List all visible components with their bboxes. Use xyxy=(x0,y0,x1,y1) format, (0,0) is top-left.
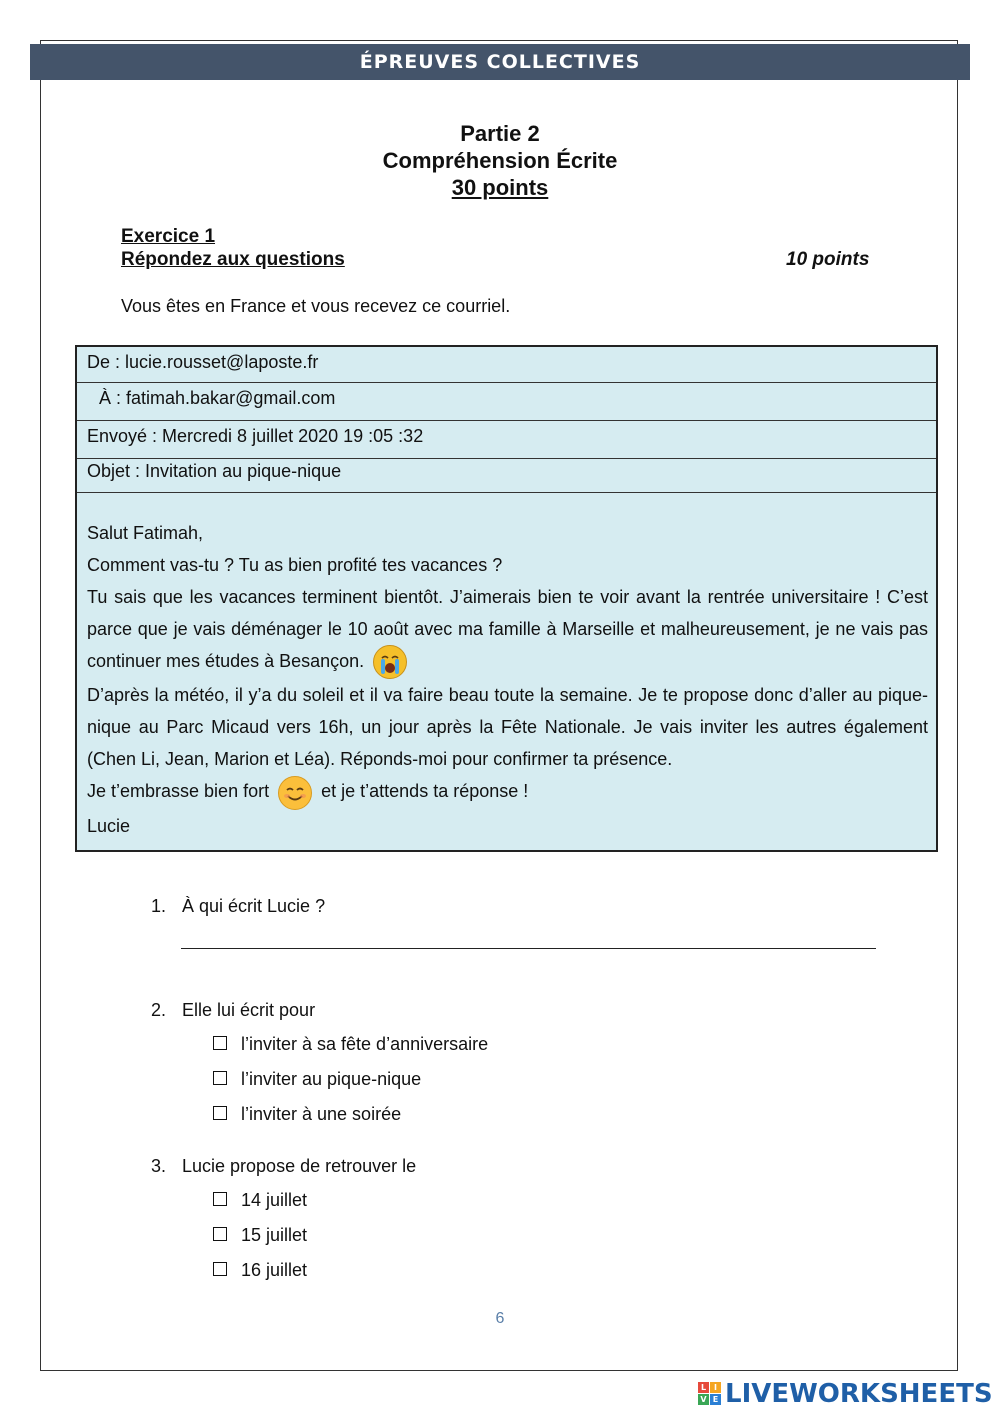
exercise-title: Exercice 1 xyxy=(121,226,216,247)
checkbox[interactable] xyxy=(213,1071,227,1085)
checkbox[interactable] xyxy=(213,1192,227,1206)
total-points: 30 points xyxy=(451,175,549,200)
checkbox[interactable] xyxy=(213,1227,227,1241)
email-signature: Lucie xyxy=(87,815,131,836)
checkbox[interactable] xyxy=(213,1106,227,1120)
exercise-instruction: Répondez aux questions xyxy=(121,249,345,270)
email-sent: Envoyé : Mercredi 8 juillet 2020 19 :05 :32 xyxy=(77,421,936,459)
question-3-option-3[interactable]: 16 juillet xyxy=(213,1260,307,1281)
email-paragraph-4: Je t’embrasse bien fort et je t’attends ta réponse ! xyxy=(87,775,928,809)
email-paragraph-1: Comment vas-tu ? Tu as bien profité tes vacances ? xyxy=(87,555,503,575)
email-from: De : lucie.rousset@laposte.fr xyxy=(77,347,936,383)
question-2-option-2[interactable]: l’inviter au pique-nique xyxy=(213,1069,421,1090)
exercise-points: 10 points xyxy=(786,249,870,270)
crying-face-icon xyxy=(373,645,407,679)
question-2-option-1[interactable]: l’inviter à sa fête d’anniversaire xyxy=(213,1034,488,1055)
section-titles xyxy=(0,120,1000,201)
smiling-face-icon xyxy=(278,776,312,810)
page-number: 6 xyxy=(495,1310,505,1327)
checkbox[interactable] xyxy=(213,1036,227,1050)
liveworksheets-cubes-icon: L I V E xyxy=(698,1382,722,1406)
part-title: Partie 2 xyxy=(460,121,540,146)
liveworksheets-logo[interactable] xyxy=(698,1380,993,1408)
email-body xyxy=(77,493,936,850)
email-paragraph-2-text: Tu sais que les vacances terminent bientôt. J’aimerais bien te voir avant la rentrée universitaire ! C’est parce que je vais déménager le 10 août avec ma famille à Marseille et malheureusement, je ne vais pas continuer mes études à Besançon. xyxy=(87,587,928,671)
email-paragraph-2 xyxy=(87,581,928,679)
liveworksheets-wordmark: LIVEWORKSHEETS xyxy=(725,1379,993,1409)
header-bar: ÉPREUVES COLLECTIVES xyxy=(30,44,970,80)
email-subject: Objet : Invitation au pique-nique xyxy=(77,459,936,493)
email-to: À : fatimah.bakar@gmail.com xyxy=(77,383,936,421)
answer-line-1[interactable] xyxy=(181,948,876,949)
question-3-option-2[interactable]: 15 juillet xyxy=(213,1225,307,1246)
email-box xyxy=(75,345,938,852)
question-2-option-3[interactable]: l’inviter à une soirée xyxy=(213,1104,401,1125)
subject-title: Compréhension Écrite xyxy=(382,148,618,173)
exercise-intro: Vous êtes en France et vous recevez ce courriel. xyxy=(121,296,511,316)
email-paragraph-3: D’après la météo, il y’a du soleil et il va faire beau toute la semaine. Je te propose donc d’aller au pique-nique au Parc Micaud vers 16h, un jour après la Fête Nationale. Je vais inviter les autres également (Chen Li, Jean, Marion et Léa). Réponds-moi pour confirmer ta présence. xyxy=(87,685,928,770)
email-greeting: Salut Fatimah, xyxy=(87,523,204,543)
question-3-option-1[interactable]: 14 juillet xyxy=(213,1190,307,1211)
checkbox[interactable] xyxy=(213,1262,227,1276)
